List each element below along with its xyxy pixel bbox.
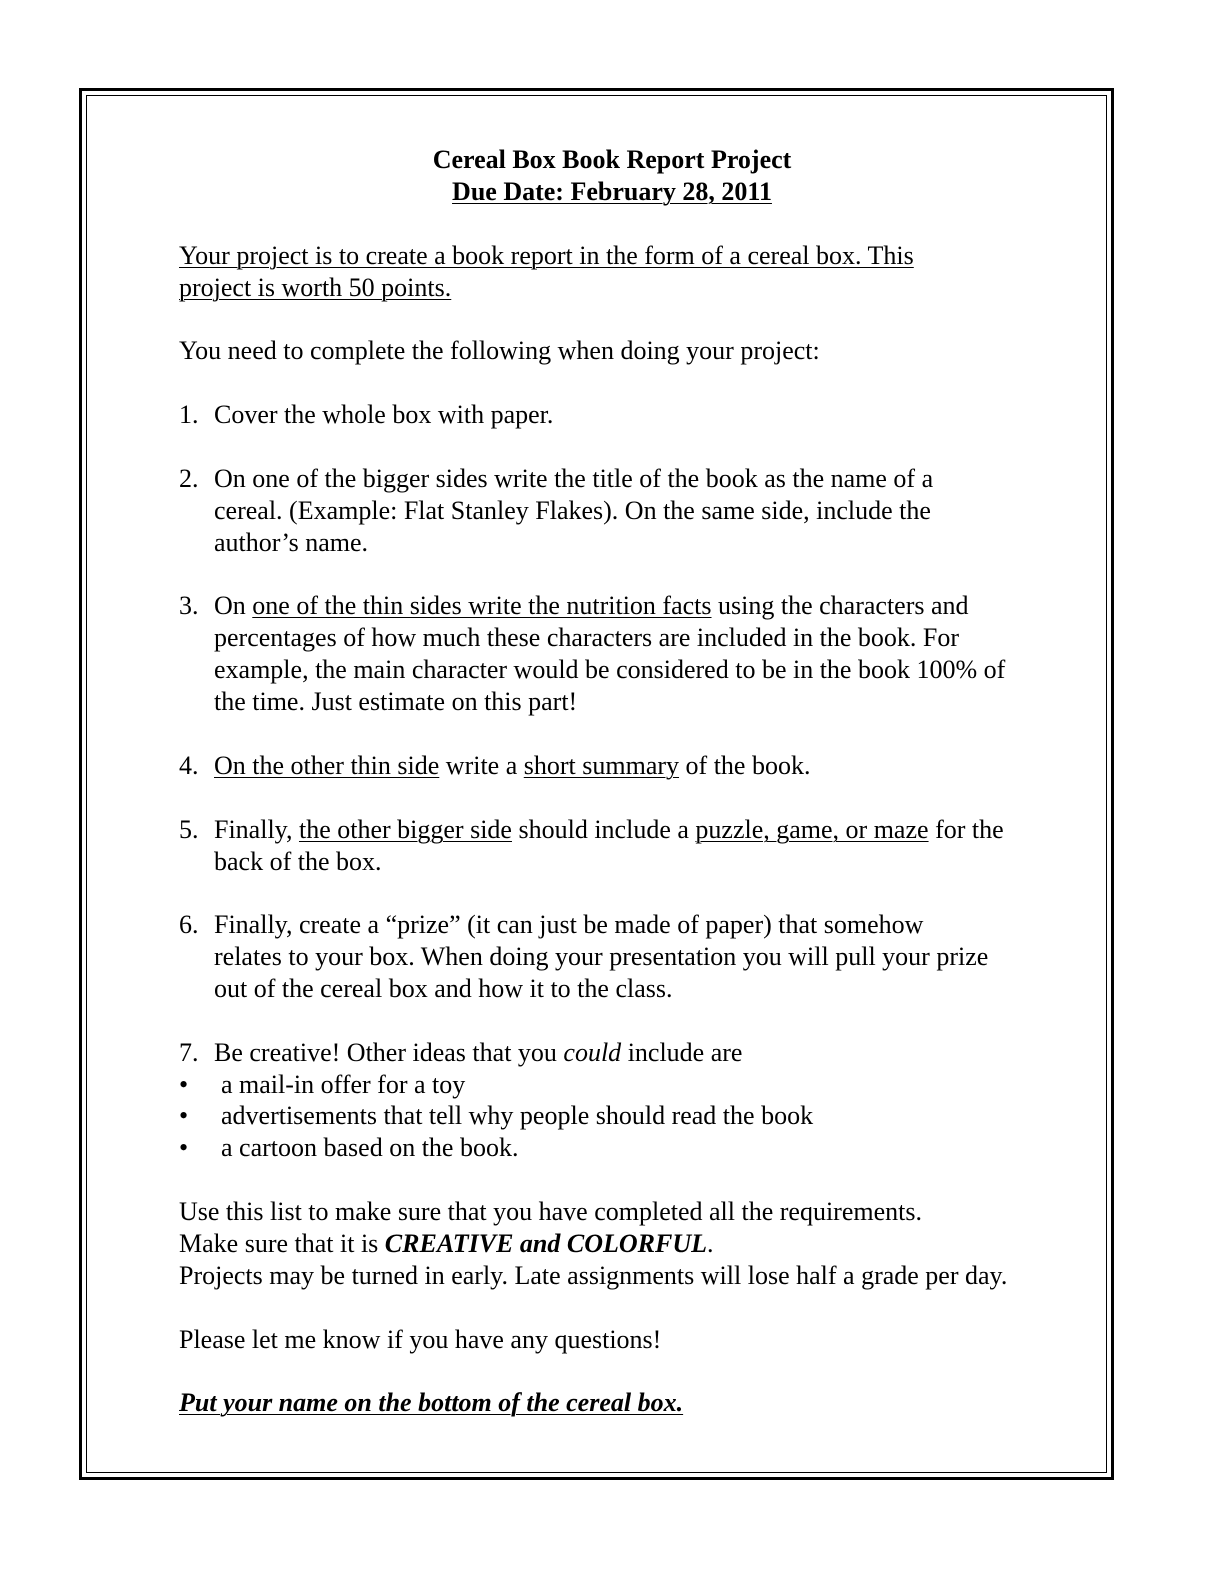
closing-line-2: Make sure that it is CREATIVE and COLORFUL. <box>179 1229 714 1258</box>
list-item-4: 4. On the other thin side write a short summary of the book. <box>179 751 811 780</box>
lead-text: You need to complete the following when doing your project: <box>179 336 820 365</box>
underlined-text: On the other thin side <box>214 751 440 780</box>
item-number: 5. <box>179 815 199 844</box>
due-date: Due Date: February 28, 2011 <box>452 177 772 206</box>
closing-line-1: Use this list to make sure that you have completed all the requirements. <box>179 1197 922 1226</box>
underlined-text: the other bigger side <box>298 815 512 844</box>
item-text: Cover the whole box with paper. <box>214 400 554 429</box>
bullet-item: • a cartoon based on the book. <box>179 1133 519 1162</box>
item-number: 6. <box>179 910 199 939</box>
item-number: 1. <box>179 400 199 429</box>
item-number: 4. <box>179 751 199 780</box>
item-text: Finally, create a “prize” (it can just be made of paper) that somehow relates to your box. When doing your presentation you will pull your prize out of the cereal box and how it to the class. <box>214 910 989 1003</box>
closing-line-3: Projects may be turned in early. Late assignments will lose half a grade per day. <box>179 1261 1008 1290</box>
italic-text: could <box>563 1038 622 1067</box>
intro-paragraph: Your project is to create a book report in the form of a cereal box. This project is worth 50 points. <box>179 241 914 302</box>
list-item-2 <box>179 463 994 559</box>
item-number: 3. <box>179 591 199 620</box>
final-instruction: Put your name on the bottom of the cereal box. <box>179 1388 684 1417</box>
item-number: 7. <box>179 1038 199 1067</box>
closing-line-4: Please let me know if you have any questions! <box>179 1325 662 1354</box>
item-number: 2. <box>179 464 199 493</box>
list-item-6 <box>179 909 989 1005</box>
document-title: Cereal Box Book Report Project <box>432 145 792 174</box>
emphasis-text: CREATIVE and COLORFUL <box>384 1229 707 1258</box>
item-text: On one of the bigger sides write the title of the book as the name of a cereal. (Example: Flat Stanley Flakes). On the same side, include the author’s name. <box>214 464 934 557</box>
bullet-item: • advertisements that tell why people should read the book <box>179 1101 814 1130</box>
list-item-1 <box>179 399 1039 431</box>
list-item-3: 3. On one of the thin sides write the nutrition facts using the characters and percentages of how much these characters are included in the book. For example, the main character would be considered to be in the book 100% of the time. Just estimate on this part! <box>179 591 1006 716</box>
underlined-text: one of the thin sides write the nutrition facts <box>252 591 712 620</box>
underlined-text: short summary <box>523 751 680 780</box>
bullet-item: • a mail-in offer for a toy <box>179 1070 466 1099</box>
list-item-5: 5. Finally, the other bigger side should include a puzzle, game, or maze for the back of the box. <box>179 815 1004 876</box>
underlined-text: puzzle, game, or maze <box>695 815 929 844</box>
list-item-7: 7. Be creative! Other ideas that you could include are <box>179 1038 743 1067</box>
